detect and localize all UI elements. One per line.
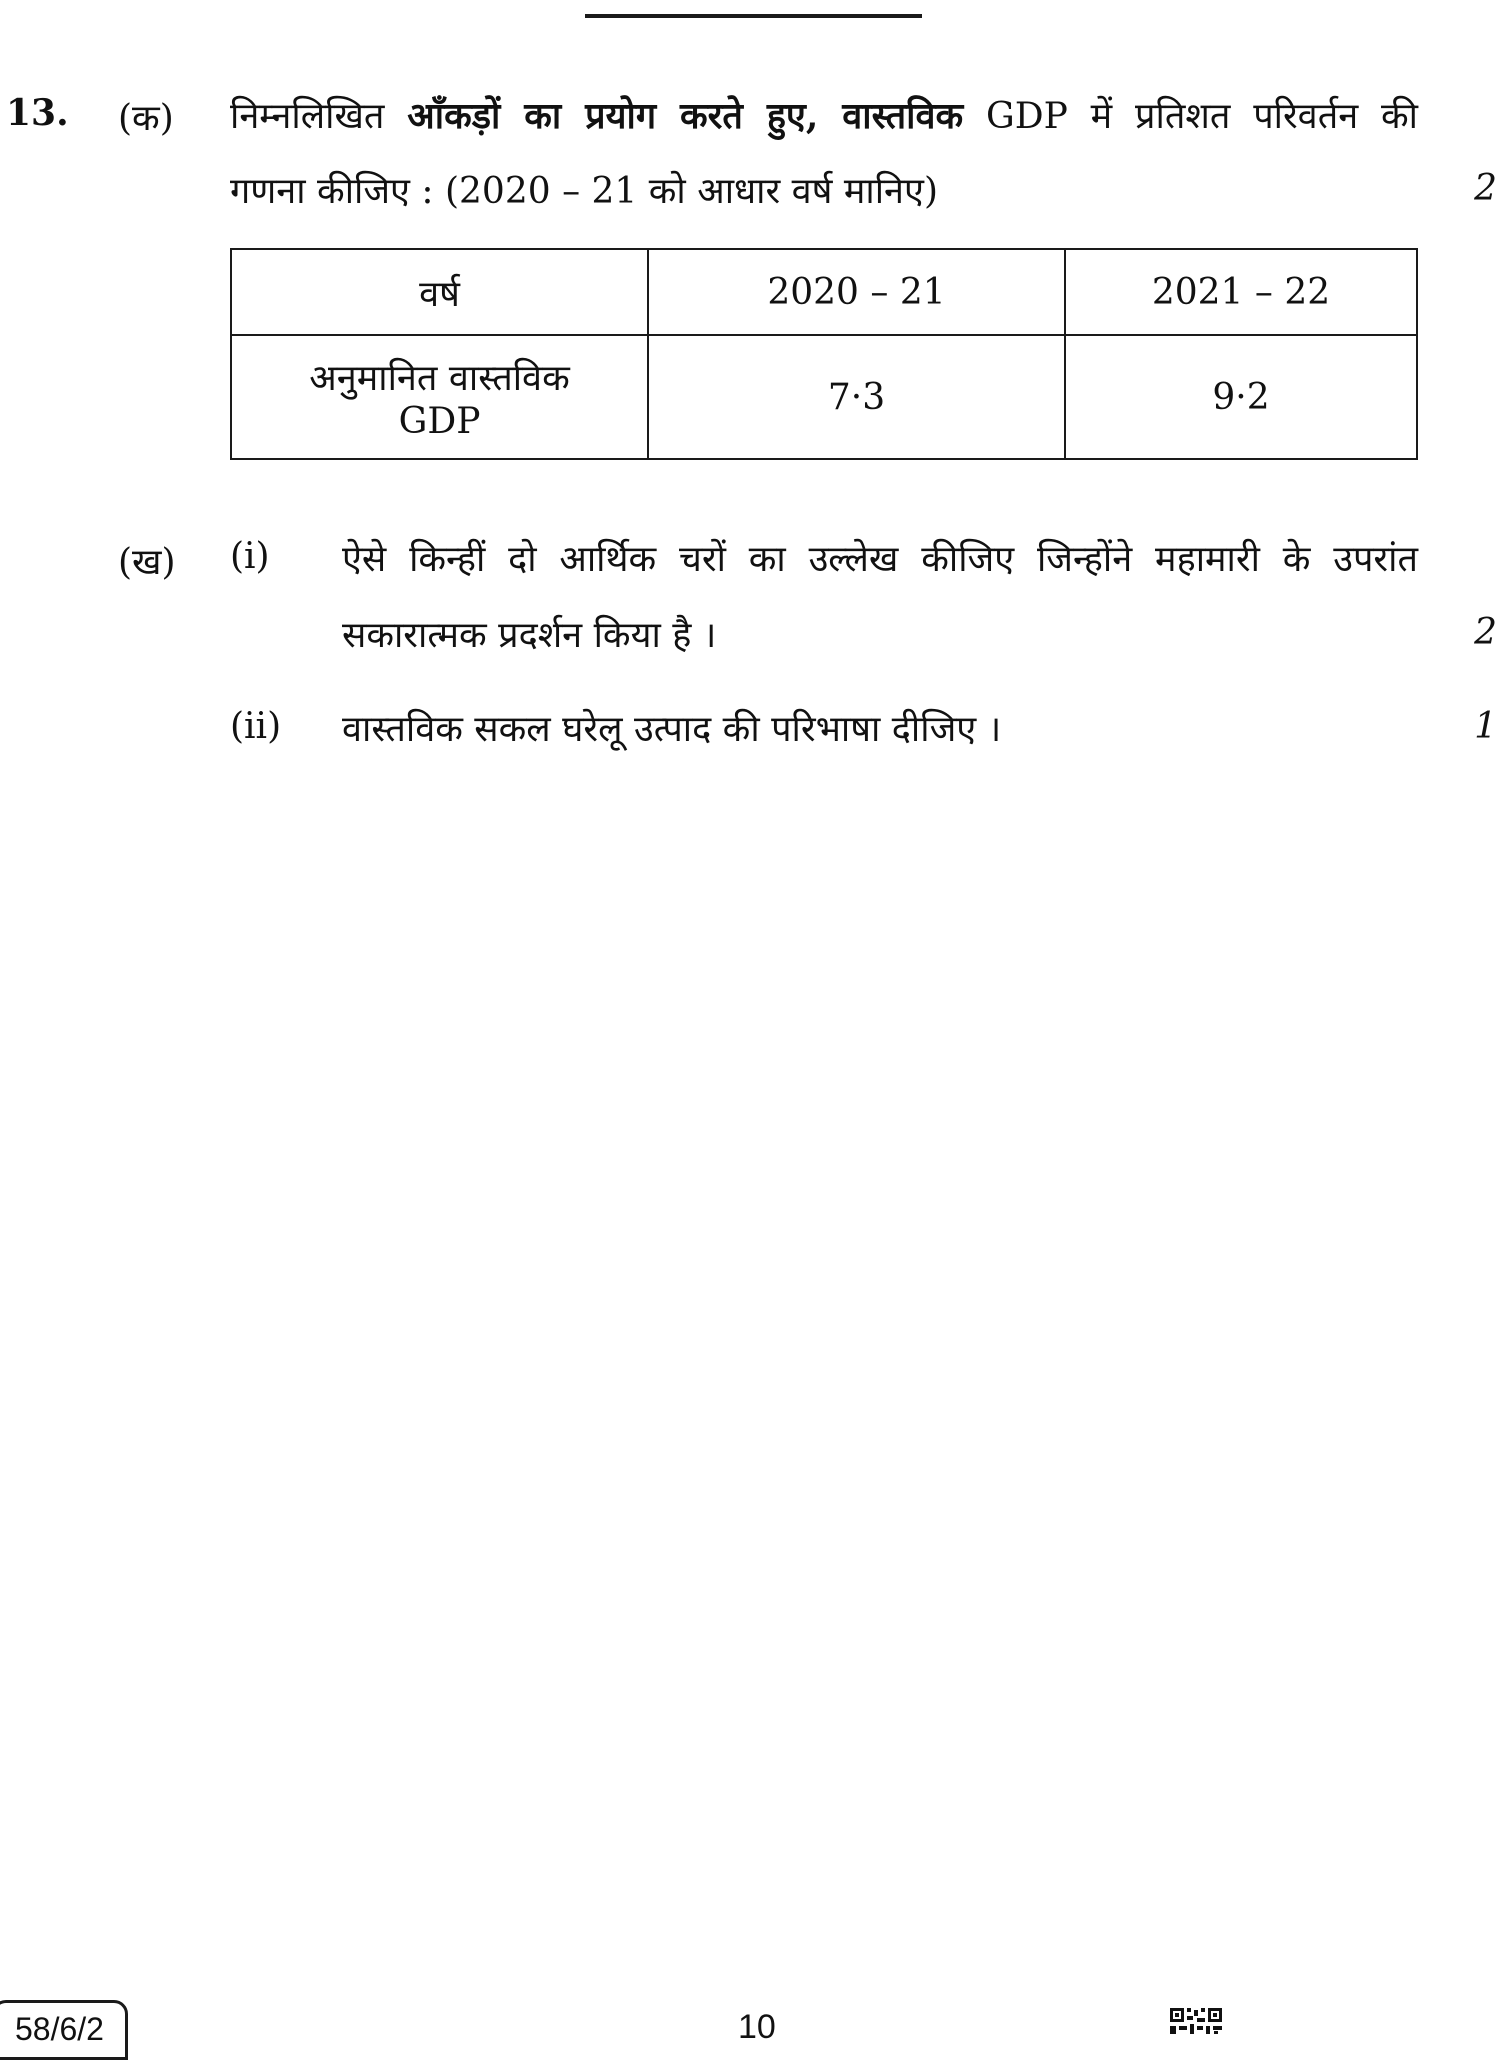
- part-a-label: (क): [118, 98, 174, 139]
- row-label-line-1: अनुमानित वास्तविक: [309, 358, 570, 399]
- question-number: 13.: [6, 92, 69, 134]
- paper-code-box: [0, 2000, 128, 2060]
- part-a-marks: 2: [1474, 168, 1497, 209]
- sub-i-line-2: सकारात्मक प्रदर्शन किया है ।: [342, 615, 717, 656]
- sub-ii-marks: 1: [1474, 706, 1497, 747]
- paper-code: 58/6/2: [15, 2011, 104, 2047]
- page-number: 10: [738, 2008, 776, 2046]
- table-cell: 9·2: [1065, 335, 1417, 459]
- part-a-line-1: [230, 78, 1418, 155]
- part-b-label: (ख): [118, 542, 176, 583]
- table-header-row: [231, 249, 1417, 335]
- part-a-line-1-plain: निम्नलिखित: [230, 96, 385, 137]
- sub-ii-text: वास्तविक सकल घरेलू उत्पाद की परिभाषा दीजिए ।: [342, 709, 1002, 750]
- part-a-line-1-rest: GDP में प्रतिशत परिवर्तन की: [986, 96, 1419, 137]
- table-header-cell: 2020 – 21: [648, 249, 1065, 335]
- gdp-table: [230, 248, 1418, 460]
- top-divider: [585, 14, 922, 18]
- part-a-line-1-bold: आँकड़ों का प्रयोग करते हुए, वास्तविक: [407, 95, 964, 137]
- sub-ii-label: (ii): [230, 706, 282, 747]
- table-row: [231, 335, 1417, 459]
- sub-i-line-1: ऐसे किन्हीं दो आर्थिक चरों का उल्लेख कीजिए जिन्होंने महामारी के उपरांत: [342, 539, 1418, 580]
- qr-code-icon: [1170, 2008, 1222, 2034]
- table-header-cell: वर्ष: [231, 249, 648, 335]
- table-header-cell: 2021 – 22: [1065, 249, 1417, 335]
- sub-i-label: (i): [230, 536, 270, 577]
- table-row-label: [231, 335, 648, 459]
- row-label-line-2: GDP: [398, 401, 481, 442]
- sub-i-marks: 2: [1474, 612, 1497, 653]
- part-a-line-2: गणना कीजिए : (2020 – 21 को आधार वर्ष मानिए): [230, 171, 938, 212]
- table-cell: 7·3: [648, 335, 1065, 459]
